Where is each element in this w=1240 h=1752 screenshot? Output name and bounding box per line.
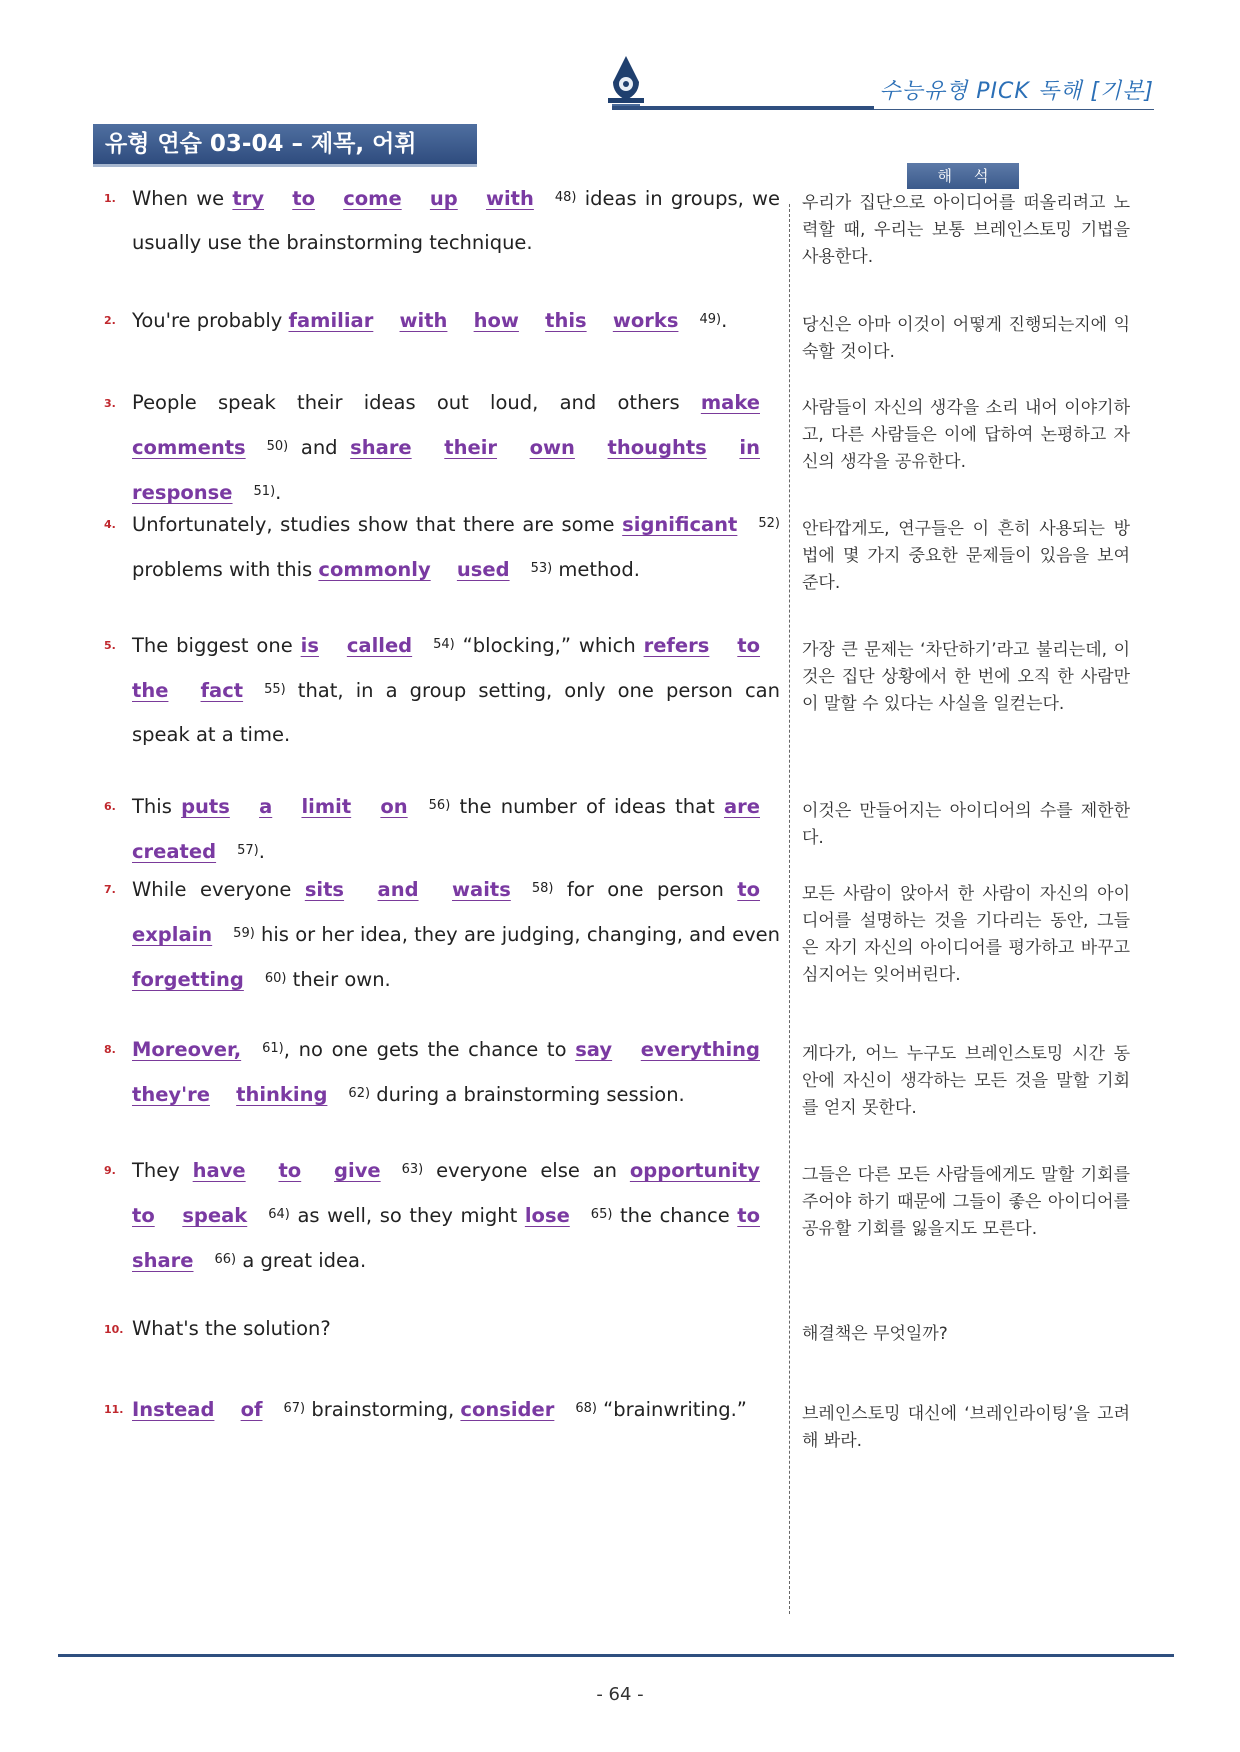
- sentence-text: While everyone: [132, 878, 305, 901]
- korean-translation: 우리가 집단으로 아이디어를 떠올리려고 노력할 때, 우리는 보통 브레인스토밍 기법을 사용한다.: [802, 193, 1130, 267]
- korean-translation: 이것은 만들어지는 아이디어의 수를 제한한다.: [802, 801, 1130, 848]
- english-sentence: [132, 623, 780, 757]
- answer-blank[interactable]: share: [132, 1249, 194, 1272]
- column-divider: [789, 204, 790, 1614]
- sentence-text: during a brainstorming session.: [370, 1083, 685, 1106]
- sentence-text: [422, 187, 430, 210]
- sentence-text: [266, 1159, 279, 1182]
- sentence-text: [371, 795, 380, 818]
- korean-translation: 모든 사람이 앉아서 한 사람이 자신의 아이디어를 설명하는 것을 기다리는 동안, 그들은 자기 자신의 아이디어를 평가하고 바꾸고 심지어는 잊어버린다.: [802, 884, 1130, 985]
- sentence-text: [478, 187, 486, 210]
- sentence-number: 10.: [104, 1323, 124, 1336]
- english-sentence: [132, 298, 780, 343]
- answer-blank[interactable]: come: [343, 187, 402, 210]
- answer-blank[interactable]: in: [739, 436, 760, 459]
- sentence-text: [517, 436, 530, 459]
- pen-nib-logo-icon: [606, 54, 646, 110]
- answer-blank[interactable]: response: [132, 481, 233, 504]
- sentence-text: People speak their ideas out loud, and others: [132, 391, 701, 414]
- answer-blank[interactable]: is: [300, 634, 319, 657]
- blank-number: 64): [268, 1207, 290, 1222]
- sentence-text: the chance: [612, 1204, 738, 1227]
- korean-translation: 안타깝게도, 연구들은 이 흔히 사용되는 방법에 몇 가지 중요한 문제들이 있음을 보여준다.: [802, 519, 1130, 593]
- blank-number: 50): [266, 439, 289, 454]
- answer-blank[interactable]: and: [377, 878, 419, 901]
- answer-blank[interactable]: explain: [132, 923, 213, 946]
- answer-blank[interactable]: consider: [460, 1398, 555, 1421]
- blank-number: 53): [530, 561, 553, 576]
- answer-blank[interactable]: created: [132, 840, 217, 863]
- blank-number: 67): [283, 1401, 306, 1416]
- sentence-text: They: [132, 1159, 193, 1182]
- answer-blank[interactable]: to: [737, 1204, 760, 1227]
- sentence-number: 11.: [104, 1403, 124, 1416]
- answer-blank[interactable]: are: [723, 795, 760, 818]
- sentence-text: [729, 634, 737, 657]
- korean-translation: 브레인스토밍 대신에 ‘브레인라이팅’을 고려해 봐라.: [802, 1404, 1130, 1451]
- sentence-text: Unfortunately, studies show that there are some: [132, 513, 623, 536]
- sentence-text: The biggest one: [132, 634, 301, 657]
- blank-number: 55): [264, 682, 286, 697]
- sentence-text: everyone else an: [423, 1159, 630, 1182]
- answer-blank[interactable]: significant: [622, 513, 738, 536]
- sentence-text: [339, 634, 347, 657]
- answer-blank[interactable]: with: [399, 309, 448, 332]
- sentence-number: 5.: [104, 639, 116, 652]
- answer-blank[interactable]: to: [278, 1159, 302, 1182]
- answer-blank[interactable]: waits: [452, 878, 511, 901]
- sentence-text: .: [258, 840, 265, 863]
- answer-blank[interactable]: everything: [640, 1038, 760, 1061]
- answer-blank[interactable]: of: [240, 1398, 263, 1421]
- english-sentence: [132, 176, 780, 265]
- header-rule-accent: [612, 106, 874, 110]
- answer-blank[interactable]: forgetting: [132, 968, 244, 991]
- answer-blank[interactable]: on: [380, 795, 408, 818]
- answer-blank[interactable]: comments: [132, 436, 246, 459]
- blank-number: 56): [428, 798, 451, 813]
- sentence-number: 2.: [104, 314, 116, 327]
- sentence-text: his or her idea, they are judging, changing, and even: [254, 923, 780, 946]
- sentence-text: [335, 187, 343, 210]
- translation-label: 해석: [907, 163, 1019, 189]
- sentence-text: a great idea.: [236, 1249, 367, 1272]
- blank-number: 66): [214, 1252, 237, 1267]
- answer-blank[interactable]: to: [292, 187, 315, 210]
- english-sentence: [132, 784, 780, 874]
- sentence-text: When we: [132, 187, 233, 210]
- answer-blank[interactable]: their: [444, 436, 498, 459]
- blank-number: 59): [233, 926, 255, 941]
- sentence-text: problems with this: [132, 558, 319, 581]
- english-sentence: [132, 867, 780, 1002]
- sentence-text: method.: [552, 558, 640, 581]
- answer-blank[interactable]: puts: [181, 795, 230, 818]
- sentence-text: .: [275, 481, 282, 504]
- english-sentence: [132, 381, 780, 515]
- sentence-text: [250, 795, 259, 818]
- korean-translation: 사람들이 자신의 생각을 소리 내어 이야기하고, 다른 사람들은 이에 답하여 논평하고 자신의 생각을 공유한다.: [802, 398, 1130, 472]
- sentence-text: [432, 436, 445, 459]
- answer-blank[interactable]: share: [350, 436, 412, 459]
- answer-blank[interactable]: they're: [132, 1083, 210, 1106]
- answer-blank[interactable]: called: [346, 634, 413, 657]
- answer-blank[interactable]: works: [612, 309, 679, 332]
- answer-blank[interactable]: try: [232, 187, 265, 210]
- answer-blank[interactable]: say: [575, 1038, 613, 1061]
- blank-number: 57): [237, 843, 259, 858]
- sentence-text: You're probably: [132, 309, 289, 332]
- blank-number: 61): [262, 1041, 284, 1056]
- sentence-number: 4.: [104, 518, 116, 531]
- sentence-text: [292, 795, 301, 818]
- blank-number: 54): [433, 637, 455, 652]
- blank-number: 52): [758, 516, 780, 531]
- sentence-text: their own.: [286, 968, 391, 991]
- page-number: - 64 -: [596, 1684, 644, 1705]
- answer-blank[interactable]: a: [259, 795, 273, 818]
- sentence-text: as well, so they might: [289, 1204, 525, 1227]
- answer-blank[interactable]: refers: [643, 634, 710, 657]
- answer-blank[interactable]: give: [334, 1159, 381, 1182]
- korean-translation: 해결책은 무엇일까?: [802, 1324, 948, 1344]
- sentence-number: 6.: [104, 800, 116, 813]
- sentence-number: 8.: [104, 1043, 116, 1056]
- answer-blank[interactable]: thoughts: [607, 436, 707, 459]
- blank-number: 58): [531, 881, 554, 896]
- korean-translation: 당신은 아마 이것이 어떻게 진행되는지에 익숙할 것이다.: [802, 315, 1130, 362]
- korean-translation: 게다가, 어느 누구도 브레인스토밍 시간 동안에 자신이 생각하는 모든 것을 말할 기회를 얻지 못한다.: [802, 1044, 1130, 1118]
- answer-blank[interactable]: make: [700, 391, 760, 414]
- answer-blank[interactable]: used: [456, 558, 510, 581]
- sentence-text: the number of ideas that: [450, 795, 724, 818]
- answer-blank[interactable]: opportunity: [629, 1159, 761, 1182]
- brand-title: 수능유형 PICK 독해 [기본]: [879, 79, 1154, 104]
- sentence-text: [727, 436, 740, 459]
- sentence-text: brainstorming,: [305, 1398, 461, 1421]
- sentence-text: [284, 187, 292, 210]
- sentence-number: 1.: [104, 192, 116, 205]
- sentence-text: [632, 1038, 641, 1061]
- sentence-text: and: [288, 436, 351, 459]
- answer-blank[interactable]: lose: [524, 1204, 570, 1227]
- sentence-text: “brainwriting.”: [596, 1398, 747, 1421]
- sentence-number: 3.: [104, 397, 116, 410]
- sentence-text: [439, 878, 452, 901]
- sentence-text: [364, 878, 377, 901]
- blank-number: 68): [575, 1401, 597, 1416]
- sentence-text: [188, 679, 200, 702]
- korean-translation: 그들은 다른 모든 사람들에게도 말할 기회를 주어야 하기 때문에 그들이 좋은 아이디어를 공유할 기회를 잃을지도 모른다.: [802, 1165, 1130, 1239]
- blank-number: 62): [348, 1086, 371, 1101]
- answer-blank[interactable]: thinking: [236, 1083, 328, 1106]
- answer-blank[interactable]: the: [132, 679, 169, 702]
- blank-number: 63): [401, 1162, 424, 1177]
- sentence-text: that, in a group setting, only one person can speak at a time.: [132, 679, 780, 746]
- answer-blank[interactable]: have: [192, 1159, 246, 1182]
- sentence-text: .: [721, 309, 728, 332]
- answer-blank[interactable]: up: [429, 187, 458, 210]
- english-sentence: [132, 1387, 780, 1432]
- answer-blank[interactable]: own: [529, 436, 575, 459]
- sentence-number: 9.: [104, 1164, 116, 1177]
- answer-blank[interactable]: familiar: [288, 309, 374, 332]
- sentence-text: “blocking,” which: [454, 634, 644, 657]
- answer-blank[interactable]: Instead: [132, 1398, 215, 1421]
- answer-blank[interactable]: with: [485, 187, 534, 210]
- answer-blank[interactable]: to: [737, 634, 761, 657]
- answer-blank[interactable]: to: [132, 1204, 155, 1227]
- answer-blank[interactable]: how: [473, 309, 519, 332]
- sentence-text: ideas in groups, we usually use the brainstorming technique.: [132, 187, 780, 254]
- answer-blank[interactable]: Moreover,: [132, 1038, 242, 1061]
- answer-blank[interactable]: limit: [301, 795, 352, 818]
- blank-number: 60): [264, 971, 287, 986]
- blank-number: 65): [590, 1207, 613, 1222]
- answer-blank[interactable]: sits: [304, 878, 345, 901]
- korean-translation: 가장 큰 문제는 ‘차단하기’라고 불리는데, 이것은 집단 상황에서 한 번에 오직 한 사람만이 말할 수 있다는 사실을 일컫는다.: [802, 640, 1130, 714]
- blank-number: 51): [253, 484, 276, 499]
- sentence-text: [175, 1204, 183, 1227]
- blank-number: 49): [699, 312, 722, 327]
- section-title: 유형 연습 03-04 – 제목, 어휘: [93, 124, 477, 164]
- answer-blank[interactable]: commonly: [318, 558, 431, 581]
- sentence-text: , no one gets the chance to: [283, 1038, 576, 1061]
- english-sentence: [132, 1148, 780, 1283]
- english-sentence: [132, 502, 780, 592]
- english-sentence: [132, 1027, 780, 1117]
- sentence-text: This: [132, 795, 182, 818]
- answer-blank[interactable]: this: [545, 309, 587, 332]
- sentence-number: 7.: [104, 883, 116, 896]
- answer-blank[interactable]: to: [737, 878, 761, 901]
- english-sentence: [132, 1307, 780, 1351]
- sentence-text: [595, 436, 608, 459]
- sentence-text: What's the solution?: [132, 1317, 331, 1340]
- answer-blank[interactable]: fact: [200, 679, 244, 702]
- answer-blank[interactable]: speak: [182, 1204, 248, 1227]
- footer-rule: [58, 1654, 1174, 1657]
- blank-number: 48): [554, 190, 577, 205]
- sentence-text: [321, 1159, 334, 1182]
- sentence-text: for one person: [553, 878, 738, 901]
